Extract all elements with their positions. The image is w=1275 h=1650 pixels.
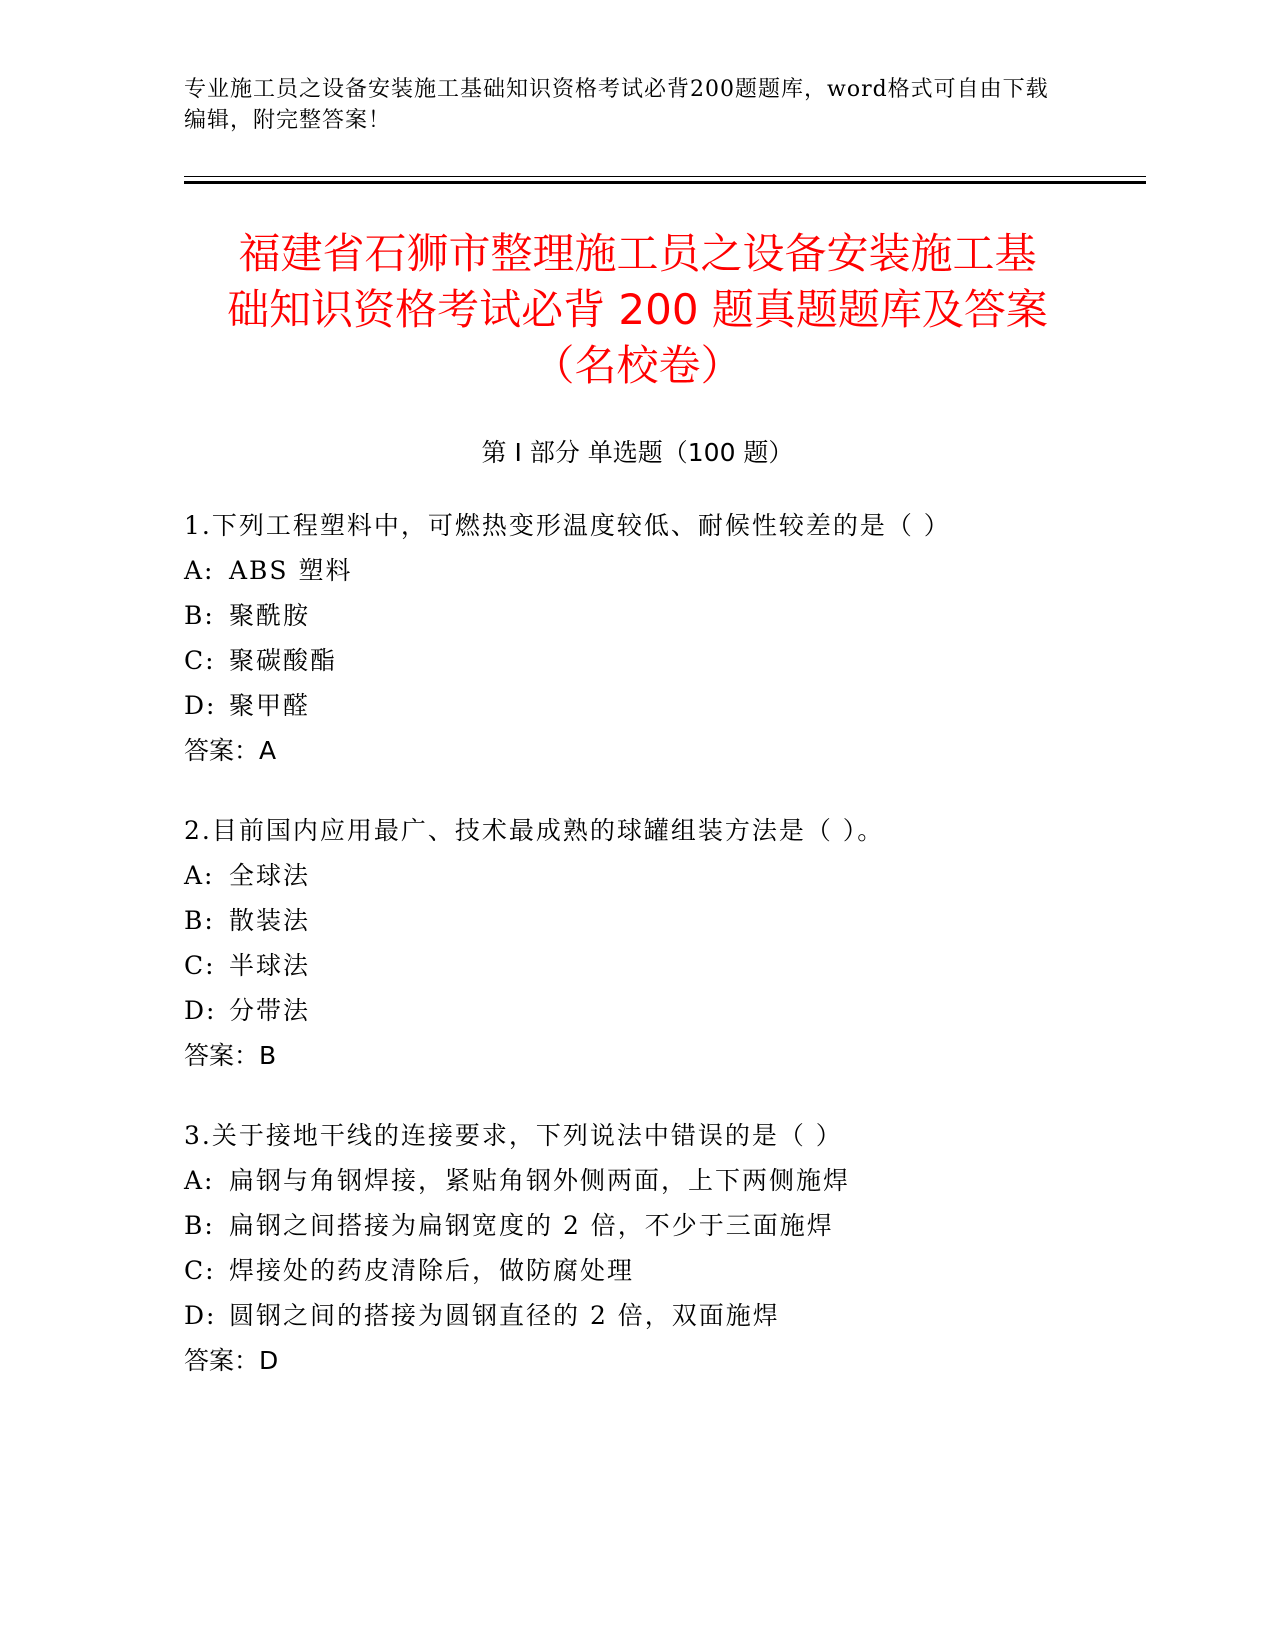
header-rule-thick [184,181,1146,184]
option-text: 分带法 [229,996,311,1025]
option-letter: D: [184,996,217,1025]
answer-label: 答案： [184,1346,260,1375]
option-row [184,638,1144,683]
answer-row [184,728,1144,773]
option-row [184,853,1144,898]
option-text: 散装法 [229,906,311,935]
option-text: ABS 塑料 [229,556,353,585]
option-letter: C: [184,1256,216,1285]
option-row [184,1293,1144,1338]
answer-label: 答案： [184,1041,260,1070]
document-title [140,226,1135,394]
option-letter: A: [184,1166,215,1195]
option-text: 聚甲醛 [229,691,311,720]
option-letter: A: [184,556,215,585]
option-row [184,683,1144,728]
option-letter: C: [184,646,216,675]
option-text: 半球法 [229,951,311,980]
option-letter: A: [184,861,215,890]
option-row [184,548,1144,593]
question-block [184,808,1144,1078]
question-stem: 3.关于接地干线的连接要求，下列说法中错误的是（ ） [184,1121,843,1150]
option-letter: D: [184,1301,217,1330]
option-row [184,1248,1144,1293]
option-letter: B: [184,906,215,935]
option-row [184,1158,1144,1203]
option-text: 全球法 [229,861,311,890]
question-block [184,1113,1144,1383]
option-row [184,988,1144,1033]
header-note: 专业施工员之设备安装施工基础知识资格考试必背200题题库，word格式可自由下载编辑，附完整答案！ [184,77,1049,133]
option-letter: C: [184,951,216,980]
option-text: 扁钢之间搭接为扁钢宽度的 2 倍，不少于三面施焊 [229,1211,834,1240]
option-row [184,898,1144,943]
section-heading: 第 I 部分 单选题（100 题） [481,438,794,467]
option-row [184,1203,1144,1248]
option-text: 圆钢之间的搭接为圆钢直径的 2 倍，双面施焊 [229,1301,780,1330]
question-block [184,503,1144,773]
answer-row [184,1338,1144,1383]
option-text: 扁钢与角钢焊接，紧贴角钢外侧两面，上下两侧施焊 [229,1166,851,1195]
option-row [184,593,1144,638]
document-title-line: 福建省石狮市整理施工员之设备安装施工基 [238,229,1037,278]
answer-value: A [259,736,277,765]
option-letter: B: [184,601,215,630]
question-stem: 2.目前国内应用最广、技术最成熟的球罐组装方法是（ ）。 [184,816,885,845]
option-text: 聚酰胺 [229,601,311,630]
option-letter: B: [184,1211,215,1240]
option-row [184,943,1144,988]
option-letter: D: [184,691,217,720]
document-title-line: （名校卷） [532,341,743,390]
answer-label: 答案： [184,736,260,765]
answer-value: B [259,1041,277,1070]
header-rule-thin [184,176,1146,177]
answer-value: D [259,1346,279,1375]
option-text: 焊接处的药皮清除后，做防腐处理 [229,1256,635,1285]
document-title-line: 础知识资格考试必背 200 题真题题库及答案 [227,285,1048,334]
option-text: 聚碳酸酯 [229,646,338,675]
question-stem: 1.下列工程塑料中，可燃热变形温度较低、耐候性较差的是（ ） [184,511,951,540]
answer-row [184,1033,1144,1078]
